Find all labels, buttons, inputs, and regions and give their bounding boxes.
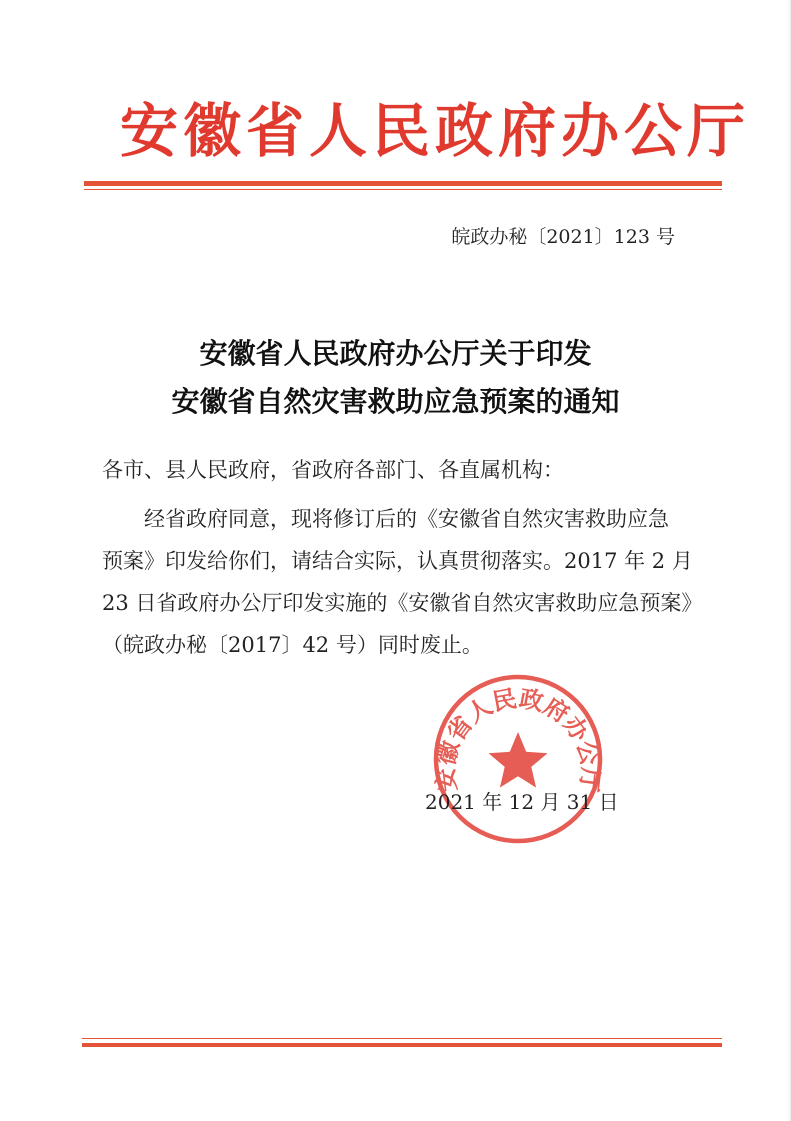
document-title [0,330,791,426]
body-line-2: 预案》印发给你们，请结合实际，认真贯彻落实。2017 年 2 月 [102,549,693,573]
header-red-rule-thin [84,189,722,190]
document-body [102,498,703,666]
document-title-line-1: 安徽省人民政府办公厅关于印发 [199,337,592,370]
body-line-3: 23 日省政府办公厅印发实施的《安徽省自然灾害救助应急预案》 [102,591,703,615]
body-line-1: 经省政府同意，现将修订后的《安徽省自然灾害救助应急 [144,507,669,531]
body-line-4: （皖政办秘〔2017〕42 号）同时废止。 [102,633,483,657]
office-header-title: 安徽省人民政府办公厅 [120,97,751,165]
star-icon [489,732,548,788]
document-title-line-2: 安徽省自然灾害救助应急预案的通知 [171,385,620,418]
footer-red-rule [82,1043,722,1047]
seal-text: 安徽省人民政府办公厅 [430,683,606,794]
official-seal [430,671,606,847]
footer-red-rule-thin [82,1038,722,1039]
header-red-rule [84,181,722,186]
issue-date: 2021 年 12 月 31 日 [425,790,619,814]
document-addressee: 各市、县人民政府，省政府各部门、各直属机构： [102,458,564,482]
document-number: 皖政办秘〔2021〕123 号 [451,226,675,248]
